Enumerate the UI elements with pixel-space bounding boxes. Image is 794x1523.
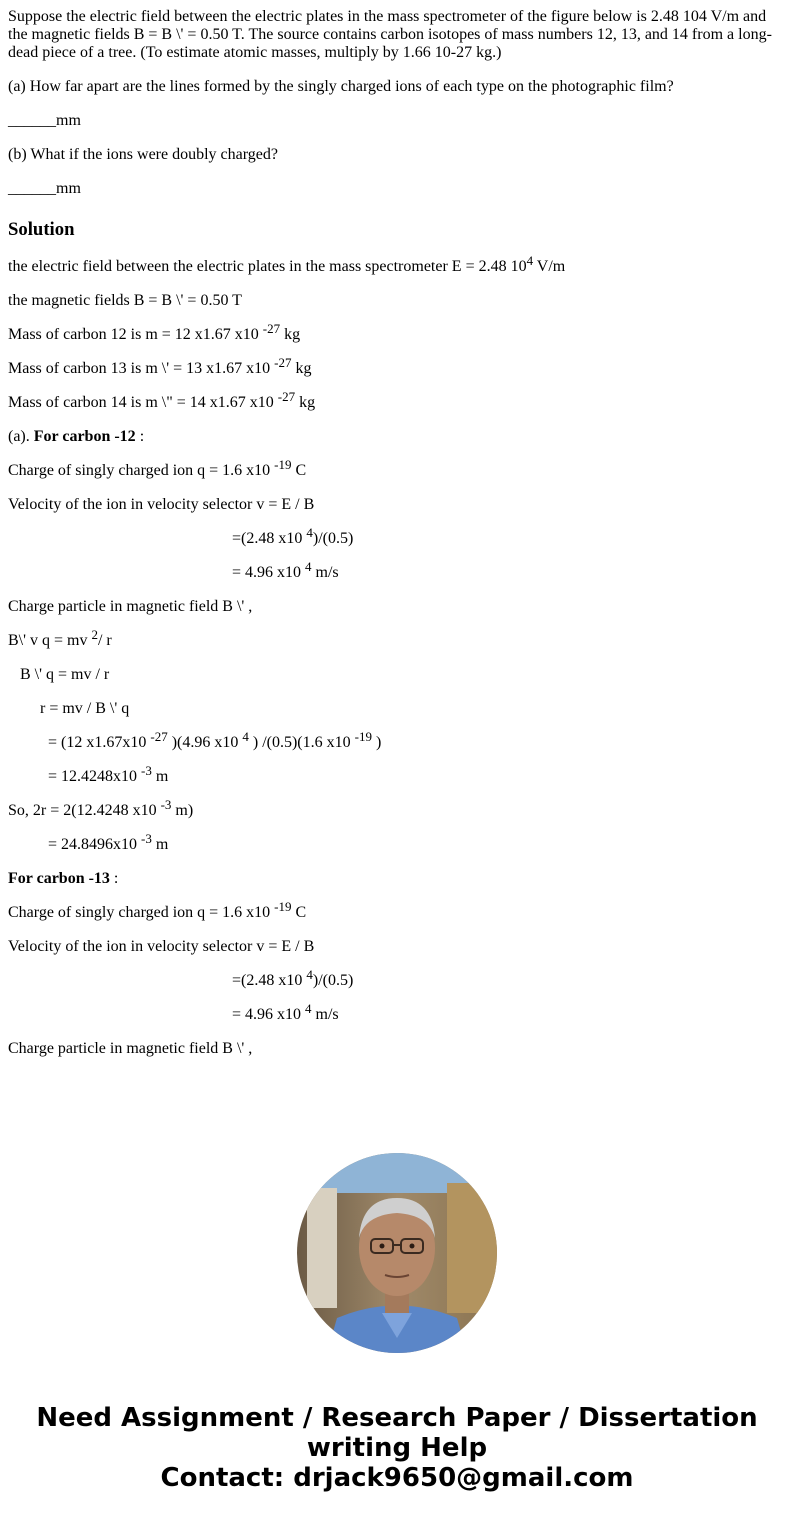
c12-velocity-calc-2 [8, 559, 786, 582]
c13-label [8, 870, 786, 888]
mass-carbon-12 [8, 321, 786, 344]
superscript: -19 [274, 899, 292, 914]
question-part-a: (a) How far apart are the lines formed by the singly charged ions of each type on the photographic film? [8, 78, 674, 95]
text: kg [280, 326, 301, 343]
text: ) /(0.5)(1.6 x10 [248, 734, 355, 751]
text: the electric field between the electric plates in the mass spectrometer E = 2.48 10 [8, 258, 527, 275]
c13-velocity-calc-2 [8, 1001, 786, 1024]
text: )/(0.5) [312, 530, 354, 547]
text: = 24.8496x10 [48, 836, 142, 853]
c12-eq-4 [8, 729, 786, 752]
text: : [109, 870, 119, 887]
magnetic-field-line: the magnetic fields B = B \' = 0.50 T [8, 292, 242, 309]
superscript: -27 [262, 321, 281, 336]
superscript: -27 [274, 355, 292, 370]
superscript: -3 [160, 797, 172, 812]
superscript: 4 [242, 729, 249, 744]
superscript: -19 [274, 457, 292, 472]
question-part-b: (b) What if the ions were doubly charged? [8, 146, 278, 163]
c13-charge [8, 899, 786, 922]
text: Mass of carbon 13 is m \' = 13 x1.67 x10 [8, 360, 275, 377]
c12-charge [8, 457, 786, 480]
superscript: 4 [306, 967, 313, 982]
solution-heading: Solution [8, 219, 75, 240]
promo-line-1: Need Assignment / Research Paper / Dissertation [36, 1403, 758, 1433]
c12-eq-1 [8, 627, 786, 650]
superscript: -19 [354, 729, 372, 744]
electric-field-line [8, 253, 786, 276]
text: m [151, 768, 169, 785]
c13-velocity: Velocity of the ion in velocity selector v = E / B [8, 938, 315, 955]
promo-line-2: writing Help [306, 1433, 488, 1463]
question-intro: Suppose the electric field between the electric plates in the mass spectrometer of the figure below is 2.48 104 V/m and the magnetic fields B = B \' = 0.50 T. The source contains carbon isotopes of mass numbers 12, 13, and 14 from a long-dead piece of a tree. (To estimate atomic masses, multiply by 1.66 10-27 kg.) [8, 8, 772, 61]
text: m/s [311, 1006, 339, 1023]
text: )/(0.5) [312, 972, 354, 989]
portrait-image [297, 1153, 497, 1353]
part-a-label [8, 428, 786, 446]
superscript: -27 [150, 729, 168, 744]
text: Charge of singly charged ion q = 1.6 x10 [8, 462, 275, 479]
text: B\' v q = mv [8, 632, 92, 649]
text: ) [371, 734, 382, 751]
text: : [135, 428, 145, 445]
bold-label: For carbon -13 [8, 870, 110, 887]
text: )(4.96 x10 [167, 734, 243, 751]
mass-carbon-13 [8, 355, 786, 378]
text: Charge of singly charged ion q = 1.6 x10 [8, 904, 275, 921]
promo-footer [0, 1403, 794, 1493]
superscript: 4 [305, 559, 312, 574]
superscript: 4 [305, 1001, 312, 1016]
text: = 12.4248x10 [48, 768, 142, 785]
text: kg [295, 394, 316, 411]
text: m) [171, 802, 194, 819]
text: Mass of carbon 12 is m = 12 x1.67 x10 [8, 326, 263, 343]
c12-eq-3: r = mv / B \' q [40, 700, 130, 717]
text: =(2.48 x10 [232, 530, 307, 547]
bold-label: For carbon -12 [33, 428, 136, 445]
text: m [151, 836, 169, 853]
mass-carbon-14 [8, 389, 786, 412]
text: =(2.48 x10 [232, 972, 307, 989]
superscript: -27 [277, 389, 296, 404]
c12-eq-7 [8, 831, 786, 854]
c13-field-line: Charge particle in magnetic field B \' , [8, 1040, 253, 1057]
answer-blank-b: ______mm [8, 180, 81, 197]
superscript: -3 [141, 831, 152, 846]
text: V/m [533, 258, 566, 275]
c12-eq-5 [8, 763, 786, 786]
text: Mass of carbon 14 is m \" = 14 x1.67 x10 [8, 394, 278, 411]
c12-velocity-calc-1 [8, 525, 786, 548]
superscript: 4 [526, 253, 534, 268]
c12-eq-2: B \' q = mv / r [20, 666, 110, 683]
answer-blank-a: ______mm [8, 112, 81, 129]
text: C [291, 904, 307, 921]
superscript: -3 [141, 763, 152, 778]
superscript: 2 [91, 627, 98, 642]
c12-field-line: Charge particle in magnetic field B \' , [8, 598, 253, 615]
author-avatar [297, 1153, 497, 1353]
text: So, 2r = 2(12.4248 x10 [8, 802, 161, 819]
c12-velocity: Velocity of the ion in velocity selector v = E / B [8, 496, 315, 513]
superscript: 4 [306, 525, 313, 540]
text: = 4.96 x10 [232, 564, 306, 581]
text: kg [291, 360, 312, 377]
text: = (12 x1.67x10 [48, 734, 151, 751]
text: m/s [311, 564, 339, 581]
text: / r [97, 632, 112, 649]
c12-eq-6 [8, 797, 786, 820]
contact-line: Contact: drjack9650@gmail.com [160, 1463, 634, 1493]
text: = 4.96 x10 [232, 1006, 306, 1023]
text: (a). [8, 428, 34, 445]
text: C [291, 462, 307, 479]
c13-velocity-calc-1 [8, 967, 786, 990]
